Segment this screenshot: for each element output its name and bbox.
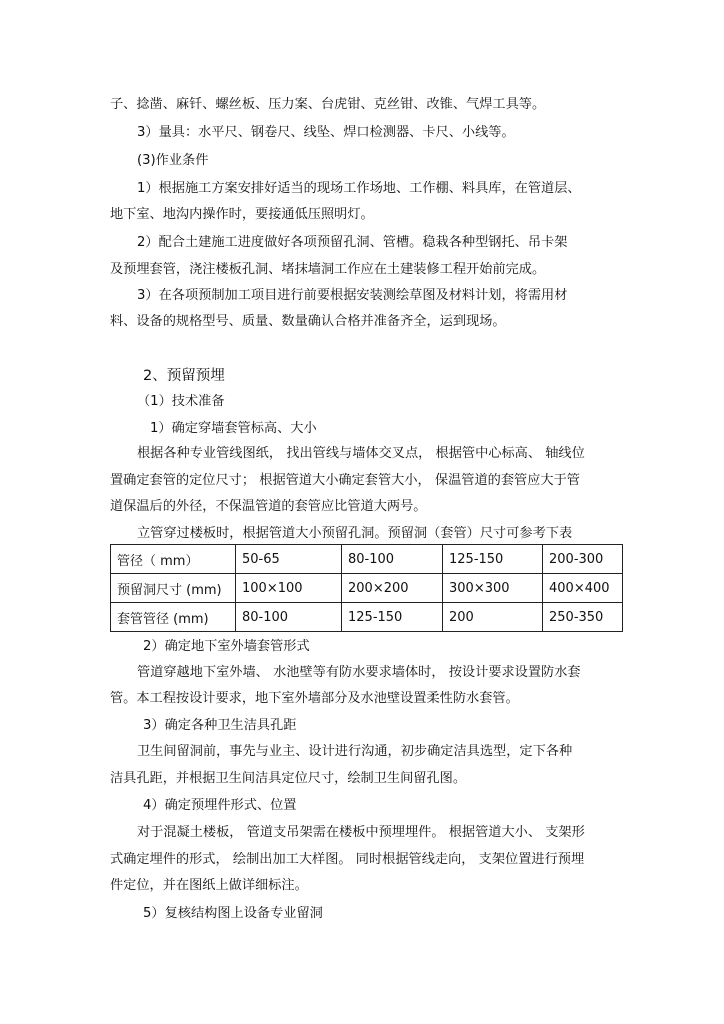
table-cell: 200-300: [543, 545, 623, 574]
text-line: 管道穿越地下室外墙、 水池壁等有防水要求墙体时， 按设计要求设置防水套: [137, 665, 581, 680]
table-cell: 预留洞尺寸 (mm): [111, 574, 236, 603]
text-line: 3）量具：水平尺、钢卷尺、线坠、焊口检测器、卡尺、小线等。: [137, 125, 515, 140]
text-line: 1）根据施工方案安排好适当的现场工作场地、工作棚、料具库，在管道层、: [137, 181, 581, 196]
table-cell: 125-150: [342, 603, 443, 632]
table-row: [111, 603, 623, 632]
text-line: 置确定套管的定位尺寸； 根据管道大小确定套管大小， 保温管道的套管应大于管: [110, 473, 580, 488]
table-cell: 200×200: [342, 574, 443, 603]
table-cell: 管径（ mm）: [111, 545, 236, 574]
section-heading: 2、预留预埋: [143, 368, 225, 384]
table-cell: 400×400: [543, 574, 623, 603]
table-cell: 100×100: [236, 574, 342, 603]
item-heading: 4）确定预埋件形式、位置: [143, 798, 297, 813]
table-cell: 300×300: [443, 574, 543, 603]
item-heading: 2）确定地下室外墙套管形式: [143, 639, 310, 654]
item-heading: 3）确定各种卫生洁具孔距: [143, 718, 297, 733]
text-line: 洁具孔距，并根据卫生间洁具定位尺寸，绘制卫生间留孔图。: [110, 771, 467, 786]
table-cell: 200: [443, 603, 543, 632]
text-line: 3）在各项预制加工项目进行前要根据安装测绘草图及材料计划，将需用材: [137, 288, 568, 303]
text-line: 件定位，并在图纸上做详细标注。: [110, 878, 308, 893]
text-line: 地下室、地沟内操作时，要接通低压照明灯。: [110, 207, 374, 222]
table-row: [111, 574, 623, 603]
table-caption: 立管穿过楼板时，根据管道大小预留孔洞。预留洞（套管）尺寸可参考下表: [137, 526, 573, 541]
text-line: 对于混凝土楼板， 管道支吊架需在楼板中预埋埋件。 根据管道大小、 支架形: [137, 825, 585, 840]
table-cell: 套管管径 (mm): [111, 603, 236, 632]
text-line: 道保温后的外径，不保温管道的套管应比管道大两号。: [110, 499, 427, 514]
table-cell: 125-150: [443, 545, 543, 574]
size-reference-table: [110, 544, 623, 632]
text-line: 料、设备的规格型号、质量、数量确认合格并准备齐全，运到现场。: [110, 314, 506, 329]
table-cell: 250-350: [543, 603, 623, 632]
text-line: 式确定埋件的形式， 绘制出加工大样图。 同时根据管线走向， 支架位置进行预埋: [110, 852, 585, 867]
text-line: 2）配合土建施工进度做好各项预留孔洞、管槽。稳栽各种型钢托、吊卡架: [137, 235, 568, 250]
subsection-heading: （1）技术准备: [137, 394, 225, 409]
item-heading: 5）复核结构图上设备专业留洞: [143, 906, 323, 921]
text-line: 及预埋套管，浇注楼板孔洞、堵抹墙洞工作应在土建装修工程开始前完成。: [110, 262, 546, 277]
text-line: (3)作业条件: [137, 153, 209, 168]
table-cell: 50-65: [236, 545, 342, 574]
text-line: 卫生间留洞前，事先与业主、设计进行沟通，初步确定洁具选型，定下各种: [137, 744, 573, 759]
text-line: 子、捻凿、麻钎、螺丝板、压力案、台虎钳、克丝钳、改锥、气焊工具等。: [110, 97, 546, 112]
text-line: 根据各种专业管线图纸， 找出管线与墙体交叉点， 根据管中心标高、 轴线位: [137, 446, 585, 461]
table-cell: 80-100: [342, 545, 443, 574]
table-cell: 80-100: [236, 603, 342, 632]
item-heading: 1）确定穿墙套管标高、大小: [150, 421, 317, 436]
table-row: [111, 545, 623, 574]
text-line: 管。本工程按设计要求，地下室外墙部分及水池壁设置柔性防水套管。: [110, 691, 519, 706]
